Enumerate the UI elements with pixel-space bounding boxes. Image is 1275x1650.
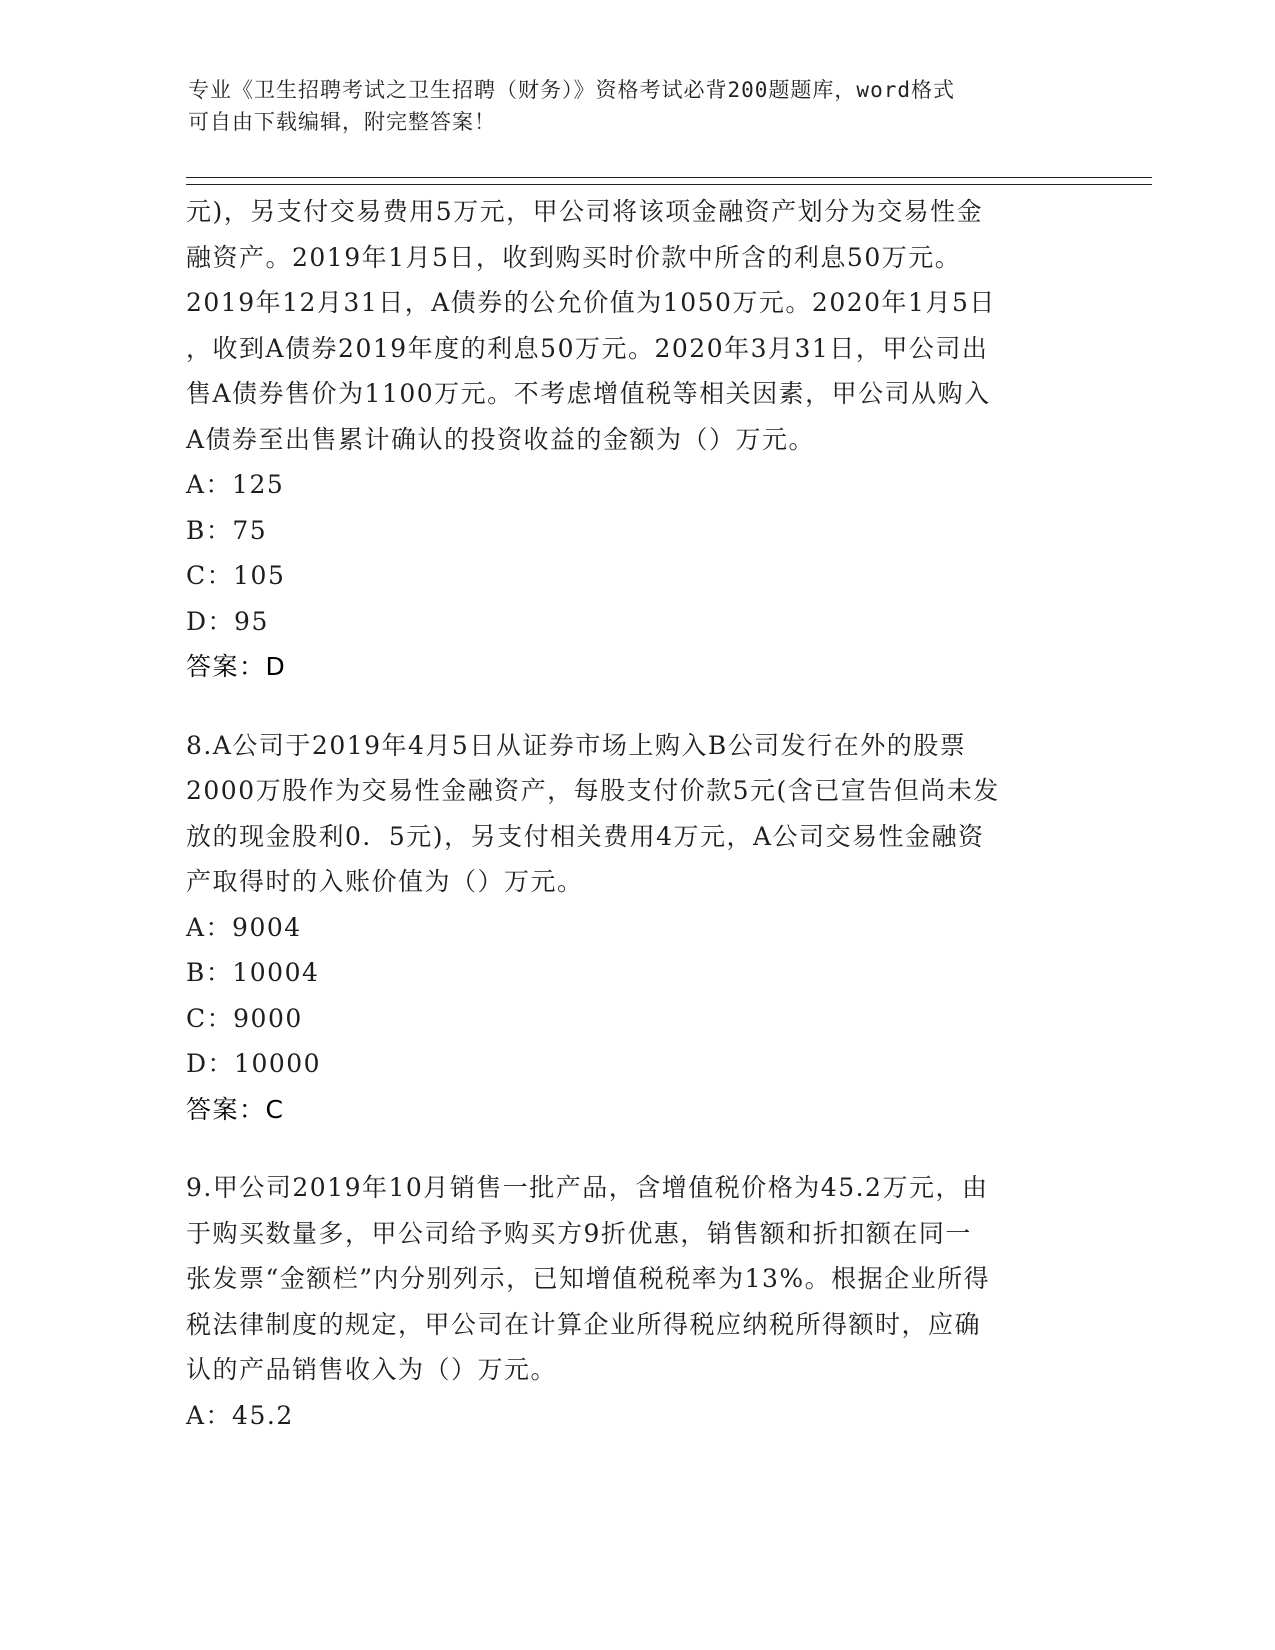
question-text-line: 税法律制度的规定，甲公司在计算企业所得税应纳税所得额时，应确 bbox=[186, 1309, 982, 1339]
document-body bbox=[186, 189, 1086, 1438]
header-divider-bottom bbox=[186, 184, 1152, 185]
header-divider-top bbox=[186, 177, 1152, 178]
question-text-line: 8.A公司于2019年4月5日从证券市场上购入B公司发行在外的股票 bbox=[186, 730, 967, 760]
option-c: C：9000 bbox=[186, 1003, 303, 1033]
question-text-line: 元)，另支付交易费用5万元，甲公司将该项金融资产划分为交易性金 bbox=[186, 197, 984, 226]
option-a: A：125 bbox=[186, 470, 285, 499]
option-a: A：45.2 bbox=[186, 1400, 294, 1430]
question-7 bbox=[186, 189, 1086, 690]
option-c: C：105 bbox=[186, 561, 286, 590]
question-text-line: 售A债券售价为1100万元。不考虑增值税等相关因素，甲公司从购入 bbox=[186, 379, 991, 408]
question-8 bbox=[186, 723, 1086, 1133]
question-text-line: 放的现金股利0．5元)，另支付相关费用4万元，A公司交易性金融资 bbox=[186, 821, 985, 851]
question-9 bbox=[186, 1165, 1086, 1438]
question-text-line: 2000万股作为交易性金融资产，每股支付价款5元(含已宣告但尚未发 bbox=[186, 776, 1000, 805]
question-text-line: 张发票“金额栏”内分别列示，已知增值税税率为13%。根据企业所得 bbox=[186, 1264, 991, 1293]
header-line-1: 专业《卫生招聘考试之卫生招聘（财务）》资格考试必背200题题库，word格式 bbox=[188, 78, 955, 102]
question-text-line: A债券至出售累计确认的投资收益的金额为（）万元。 bbox=[186, 424, 816, 454]
answer-label: 答案：C bbox=[186, 1094, 285, 1124]
option-d: D：10000 bbox=[186, 1049, 322, 1078]
option-d: D：95 bbox=[186, 606, 269, 636]
question-text-line: 2019年12月31日，A债券的公允价值为1050万元。2020年1月5日 bbox=[186, 288, 996, 317]
answer-label: 答案：D bbox=[186, 652, 287, 681]
question-spacer bbox=[186, 690, 1086, 723]
question-text-line: 融资产。2019年1月5日，收到购买时价款中所含的利息50万元。 bbox=[186, 242, 962, 272]
option-b: B：10004 bbox=[186, 958, 320, 987]
question-text-line: 9.甲公司2019年10月销售一批产品，含增值税价格为45.2万元，由 bbox=[186, 1173, 989, 1202]
option-b: B：75 bbox=[186, 515, 268, 545]
question-spacer bbox=[186, 1132, 1086, 1165]
question-text-line: 认的产品销售收入为（）万元。 bbox=[186, 1355, 558, 1384]
header-line-2: 可自由下载编辑，附完整答案！ bbox=[188, 110, 496, 134]
option-a: A：9004 bbox=[186, 912, 302, 942]
question-text-line: 产取得时的入账价值为（）万元。 bbox=[186, 867, 584, 896]
document-header bbox=[188, 74, 1068, 138]
question-text-line: 于购买数量多，甲公司给予购买方9折优惠，销售额和折扣额在同一 bbox=[186, 1218, 972, 1248]
question-text-line: ，收到A债券2019年度的利息50万元。2020年3月31日，甲公司出 bbox=[186, 333, 989, 363]
